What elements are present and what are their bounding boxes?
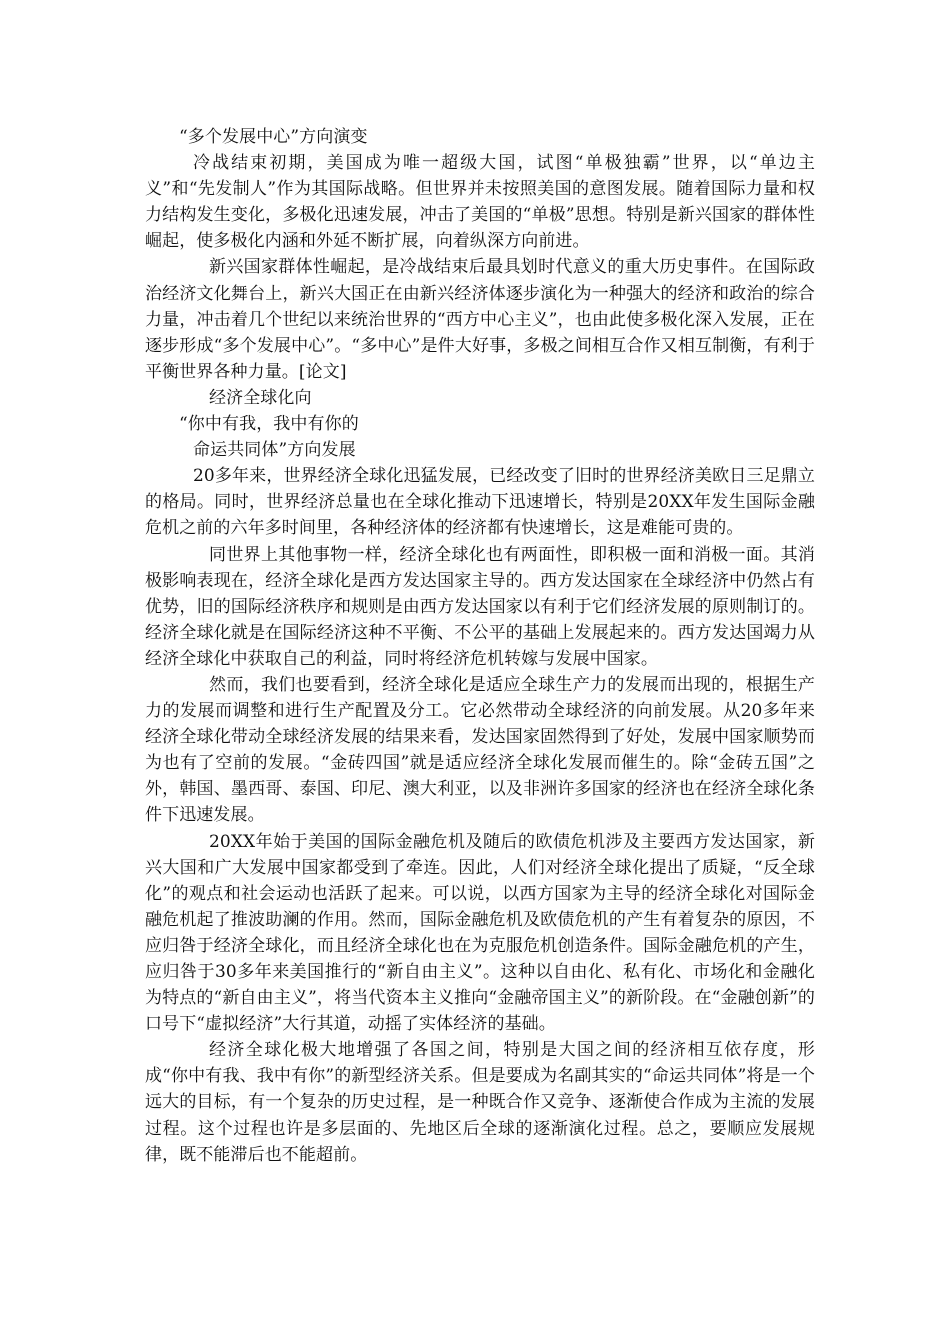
document-body [145, 124, 815, 1168]
paragraph-two-sides: 同世界上其他事物一样，经济全球化也有两面性，即积极一面和消极一面。其消极影响表现在，经济全球化是西方发达国家主导的。西方发达国家在全球经济中仍然占有优势，旧的国际经济秩序和规则是由西方发达国家以有利于它们经济发展的原则制订的。经济全球化就是在国际经济这种不平衡、不公平的基础上发展起来的。西方发达国竭力从经济全球化中获取自己的利益，同时将经济危机转嫁与发展中国家。 [145, 544, 815, 669]
paragraph-emerging-nations: 新兴国家群体性崛起，是冷战结束后最具划时代意义的重大历史事件。在国际政治经济文化舞台上，新兴大国正在由新兴经济体逐步演化为一种强大的经济和政治的综合力量，冲击着几个世纪以来统治世界的“西方中心主义”，也由此使多极化深入发展，正在逐步形成“多个发展中心”。“多中心”是件大好事，多极之间相互合作又相互制衡，有利于平衡世界各种力量。[论文] [145, 257, 815, 382]
paragraph-cold-war: 冷战结束初期，美国成为唯一超级大国，试图“单极独霸”世界，以“单边主义”和“先发制人”作为其国际战略。但世界并未按照美国的意图发展。随着国际力量和权力结构发生变化，多极化迅速发展，冲击了美国的“单极”思想。特别是新兴国家的群体性崛起，使多极化内涵和外延不断扩展，向着纵深方向前进。 [145, 153, 815, 252]
paragraph-community-of-destiny: 经济全球化极大地增强了各国之间，特别是大国之间的经济相互依存度，形成“你中有我、我中有你”的新型经济关系。但是要成为名副其实的“命运共同体”将是一个远大的目标，有一个复杂的历史过程，是一种既合作又竞争、逐渐使合作成为主流的发展过程。这个过程也许是多层面的、先地区后全球的逐渐演化过程。总之，要顺应发展规律，既不能滞后也不能超前。 [145, 1040, 815, 1165]
section-heading-globalization-line1: 经济全球化向 [209, 387, 312, 408]
section-heading-multi-center: “多个发展中心”方向演变 [179, 127, 368, 147]
section-heading-globalization-line2: “你中有我，我中有你的 [179, 414, 359, 435]
paragraph-twenty-years: 20多年来，世界经济全球化迅猛发展，已经改变了旧时的世界经济美欧日三足鼎立的格局。同时，世界经济总量也在全球化推动下迅速增长，特别是20XX年发生国际金融危机之前的六年多时间里，各种经济体的经济都有快速增长，这是难能可贵的。 [145, 466, 815, 539]
paragraph-however: 然而，我们也要看到，经济全球化是适应全球生产力的发展而出现的，根据生产力的发展而调整和进行生产配置及分工。它必然带动全球经济的向前发展。从20多年来经济全球化带动全球经济发展的结果来看，发达国家固然得到了好处，发展中国家顺势而为也有了空前的发展。“金砖四国”就是适应经济全球化发展而催生的。除“金砖五国”之外，韩国、墨西哥、泰国、印尼、澳大利亚，以及非洲许多国家的经济也在经济全球化条件下迅速发展。 [145, 674, 815, 826]
paragraph-financial-crisis: 20XX年始于美国的国际金融危机及随后的欧债危机涉及主要西方发达国家，新兴大国和广大发展中国家都受到了牵连。因此，人们对经济全球化提出了质疑，“反全球化”的观点和社会运动也活跃了起来。可以说，以西方国家为主导的经济全球化对国际金融危机起了推波助澜的作用。然而，国际金融危机及欧债危机的产生有着复杂的原因，不应归咎于经济全球化，而且经济全球化也在为克服危机创造条件。国际金融危机的产生，应归咎于30多年来美国推行的“新自由主义”。这种以自由化、私有化、市场化和金融化为特点的“新自由主义”，将当代资本主义推向“金融帝国主义”的新阶段。在“金融创新”的口号下“虚拟经济”大行其道，动摇了实体经济的基础。 [145, 831, 815, 1035]
section-heading-globalization-line3: 命运共同体”方向发展 [193, 440, 356, 461]
